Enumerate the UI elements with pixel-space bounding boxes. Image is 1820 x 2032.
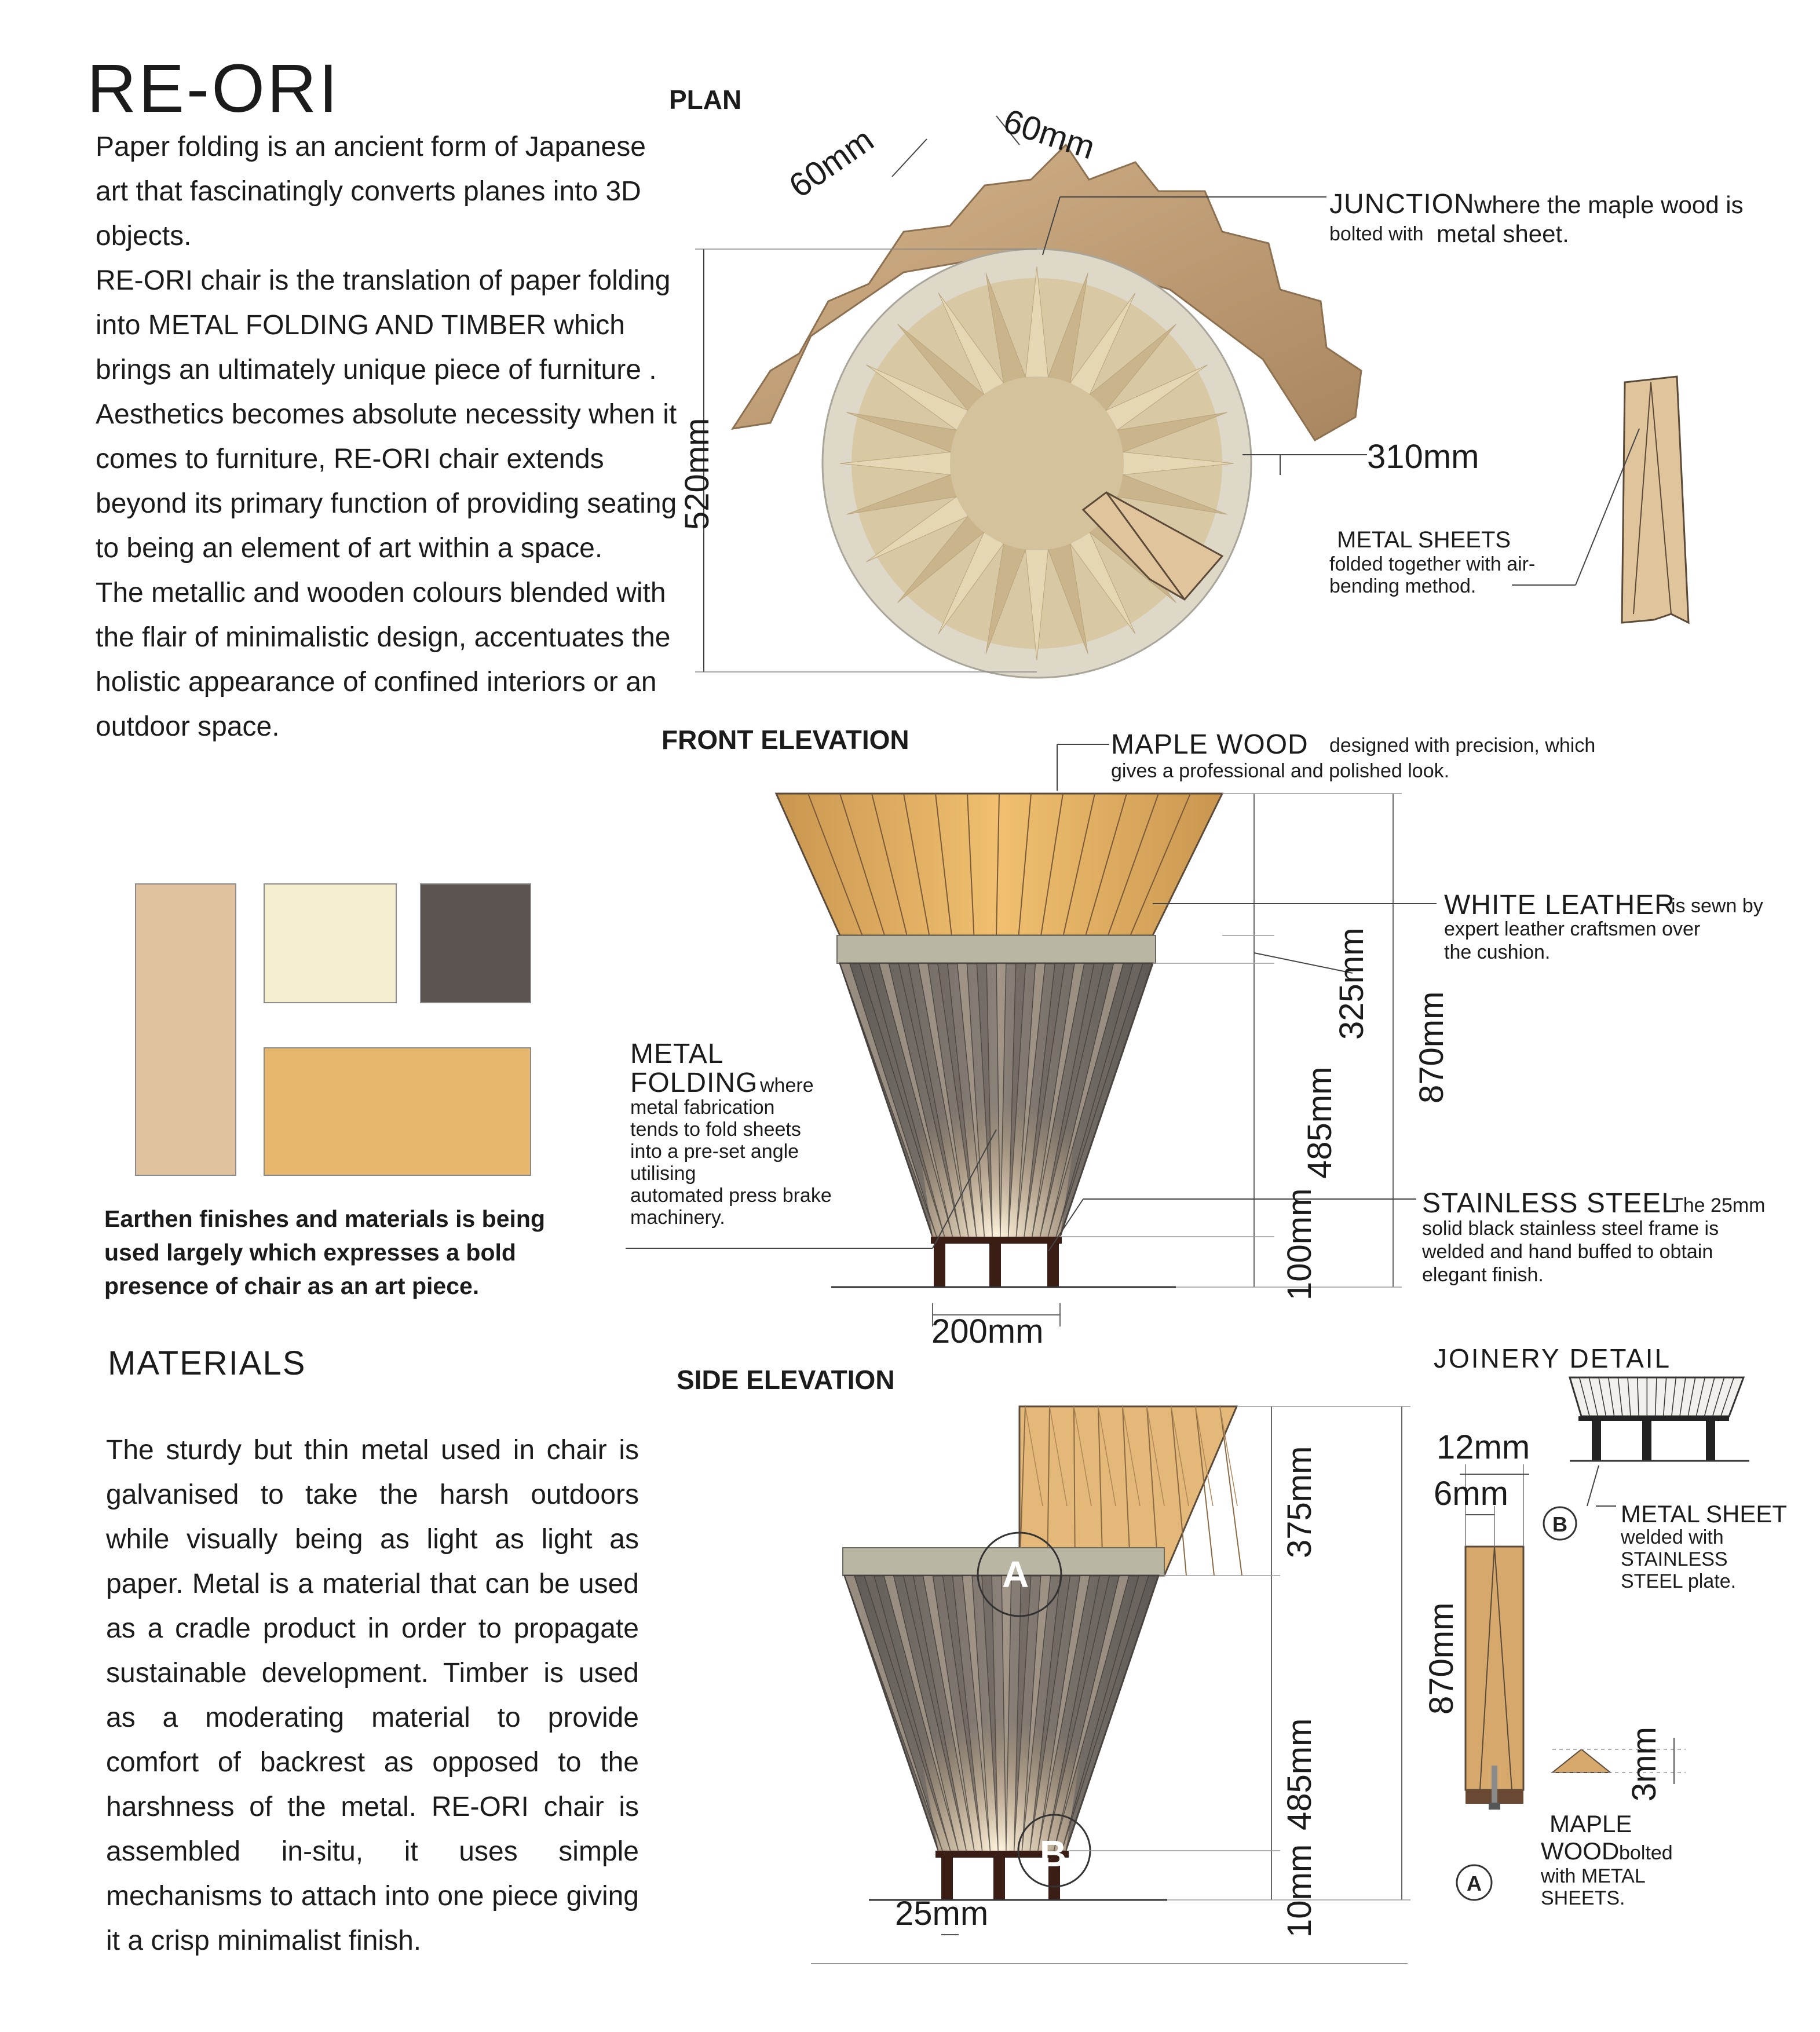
side-dim-10: 10mm bbox=[1281, 1844, 1318, 1938]
front-leg-middle bbox=[989, 1242, 1001, 1288]
side-dim-25: 25mm bbox=[895, 1895, 989, 1932]
joinery-metal-line2: STAINLESS bbox=[1621, 1548, 1728, 1570]
front-metal-line4: utilising bbox=[630, 1163, 696, 1185]
joinery-dim-870: 870mm bbox=[1423, 1602, 1460, 1715]
joinery-dim-12: 12mm bbox=[1437, 1428, 1530, 1466]
plan-metal-title: METAL SHEETS bbox=[1337, 527, 1511, 553]
plan-dim-60-right: 60mm bbox=[999, 101, 1099, 167]
plan-metal-line1: folded together with air- bbox=[1329, 553, 1536, 575]
plan-junction-line2a: bolted with bbox=[1329, 223, 1424, 245]
joinery-heading: JOINERY DETAIL bbox=[1434, 1343, 1672, 1373]
side-elevation bbox=[811, 1406, 1410, 1964]
joinery-dim-3: 3mm bbox=[1625, 1727, 1663, 1801]
earthen-caption: Earthen finishes and materials is being used largely which expresses a bold presence of chair as an art piece. bbox=[104, 1205, 546, 1299]
front-metal-line5: automated press brake bbox=[630, 1185, 832, 1207]
joinery-triangle bbox=[1552, 1749, 1610, 1772]
side-leg-middle bbox=[993, 1856, 1005, 1900]
front-metal-line1: metal fabrication bbox=[630, 1097, 775, 1119]
joinery-maple-title2: WOOD bbox=[1541, 1837, 1620, 1865]
plan-dim-310: 310mm bbox=[1367, 438, 1479, 476]
backrest-fold-line bbox=[1220, 1406, 1242, 1576]
joinery-wood-panel bbox=[1465, 1547, 1523, 1790]
front-maple-line1: designed with precision, which bbox=[1329, 734, 1596, 756]
joinery-maple-bolted: bolted bbox=[1619, 1842, 1673, 1864]
plan-junction-line1: where the maple wood is bbox=[1474, 191, 1744, 218]
front-dim-870: 870mm bbox=[1413, 991, 1450, 1103]
intro-paragraph-2: RE-ORI chair is the translation of paper folding into METAL FOLDING AND TIMBER which brings an ultimately unique piece of furniture . bbox=[96, 265, 671, 385]
front-metal-title1: METAL bbox=[630, 1039, 724, 1069]
side-heading: SIDE ELEVATION bbox=[677, 1365, 895, 1395]
front-metal-where: where bbox=[760, 1075, 814, 1097]
front-leather-line1: is sewn by bbox=[1671, 895, 1763, 917]
joinery-bolt-nut bbox=[1489, 1803, 1500, 1810]
joinery-top-leg-right bbox=[1706, 1420, 1715, 1461]
front-leather-title: WHITE LEATHER bbox=[1444, 890, 1675, 920]
side-dim-375: 375mm bbox=[1281, 1446, 1318, 1558]
joinery-top-leg-left bbox=[1592, 1420, 1601, 1461]
front-steel-line3: welded and hand buffed to obtain bbox=[1422, 1241, 1713, 1263]
front-metal-line3: into a pre-set angle bbox=[630, 1141, 799, 1163]
plan-junction-line2b: metal sheet. bbox=[1437, 220, 1569, 247]
side-marker-b: B bbox=[1040, 1833, 1067, 1874]
plan-metal-line2: bending method. bbox=[1329, 575, 1477, 597]
joinery-maple-title1: MAPLE bbox=[1549, 1810, 1632, 1837]
plan-sheet-detail bbox=[1622, 377, 1689, 623]
joinery-b-leader bbox=[1587, 1465, 1599, 1506]
joinery-top-leg-middle bbox=[1642, 1420, 1651, 1461]
materials-body: The sturdy but thin metal used in chair is galvanised to take the harsh outdoors while visually being as light as light as paper. Metal is a material that can be used as a cradle product in order to propagate sustainable development. Timber is used as a moderating material to provide comfort of backrest as opposed to the harshness of the metal. RE-ORI chair is assembled in-situ, it uses simple mechanisms to attach into one piece giving it a crisp minimalist finish. bbox=[106, 1435, 639, 1956]
intro-paragraph-1: Paper folding is an ancient form of Japanese art that fascinatingly converts planes into 3D objects. bbox=[96, 131, 646, 251]
plan-dim-60-left: 60mm bbox=[782, 120, 880, 206]
plan-heading: PLAN bbox=[669, 85, 742, 115]
front-leather-cushion bbox=[837, 935, 1156, 963]
plan-junction-title: JUNCTION bbox=[1329, 189, 1475, 220]
front-dim-100: 100mm bbox=[1281, 1188, 1318, 1300]
front-leather-line3: the cushion. bbox=[1444, 941, 1551, 963]
front-maple-line2: gives a professional and polished look. bbox=[1111, 760, 1450, 782]
side-dim-485: 485mm bbox=[1281, 1718, 1318, 1830]
front-dim-485: 485mm bbox=[1301, 1066, 1339, 1179]
intro-paragraph-4: The metallic and wooden colours blended with the flair of minimalistic design, accentuates the holistic appearance of confined interiors or an outdoor space. bbox=[96, 578, 671, 742]
front-steel-title: STAINLESS STEEL bbox=[1422, 1188, 1678, 1219]
page-title: RE-ORI bbox=[87, 50, 340, 127]
front-steel-line4: elegant finish. bbox=[1422, 1264, 1544, 1286]
joinery-maple-line2: SHEETS. bbox=[1541, 1887, 1625, 1909]
joinery-top-frame bbox=[1578, 1416, 1729, 1421]
joinery-metal-title: METAL SHEET bbox=[1621, 1500, 1788, 1527]
front-leg-left bbox=[934, 1242, 945, 1288]
front-dim-325: 325mm bbox=[1333, 927, 1371, 1040]
plan-dim-520: 520mm bbox=[678, 418, 716, 530]
joinery-marker-b: B bbox=[1552, 1512, 1567, 1536]
front-metal-line2: tends to fold sheets bbox=[630, 1119, 801, 1141]
front-steel-line1: The 25mm bbox=[1671, 1194, 1766, 1216]
side-marker-a: A bbox=[1002, 1554, 1029, 1595]
materials-heading: MATERIALS bbox=[108, 1344, 306, 1382]
front-dim-200: 200mm bbox=[931, 1313, 1044, 1350]
joinery-marker-a: A bbox=[1467, 1872, 1482, 1895]
plan-dim-line-60a bbox=[892, 139, 927, 177]
front-maple-title: MAPLE WOOD bbox=[1111, 729, 1309, 760]
front-metal-line6: machinery. bbox=[630, 1207, 725, 1229]
side-leg-left bbox=[941, 1856, 953, 1900]
front-leather-line2: expert leather craftsmen over bbox=[1444, 918, 1701, 940]
front-steel-line2: solid black stainless steel frame is bbox=[1422, 1218, 1719, 1240]
intro-paragraph-3: Aesthetics becomes absolute necessity when it comes to furniture, RE-ORI chair extends beyond its primary function of providing seating to being an element of art within a space. bbox=[96, 399, 677, 564]
joinery-dim-6: 6mm bbox=[1434, 1475, 1508, 1512]
joinery-metal-line1: welded with bbox=[1621, 1526, 1724, 1548]
front-metal-title2: FOLDING bbox=[630, 1068, 758, 1098]
front-heading: FRONT ELEVATION bbox=[662, 725, 909, 755]
joinery-maple-line1: with METAL bbox=[1541, 1865, 1646, 1887]
joinery-bolt bbox=[1492, 1766, 1497, 1806]
joinery-metal-line3: STEEL plate. bbox=[1621, 1570, 1737, 1592]
